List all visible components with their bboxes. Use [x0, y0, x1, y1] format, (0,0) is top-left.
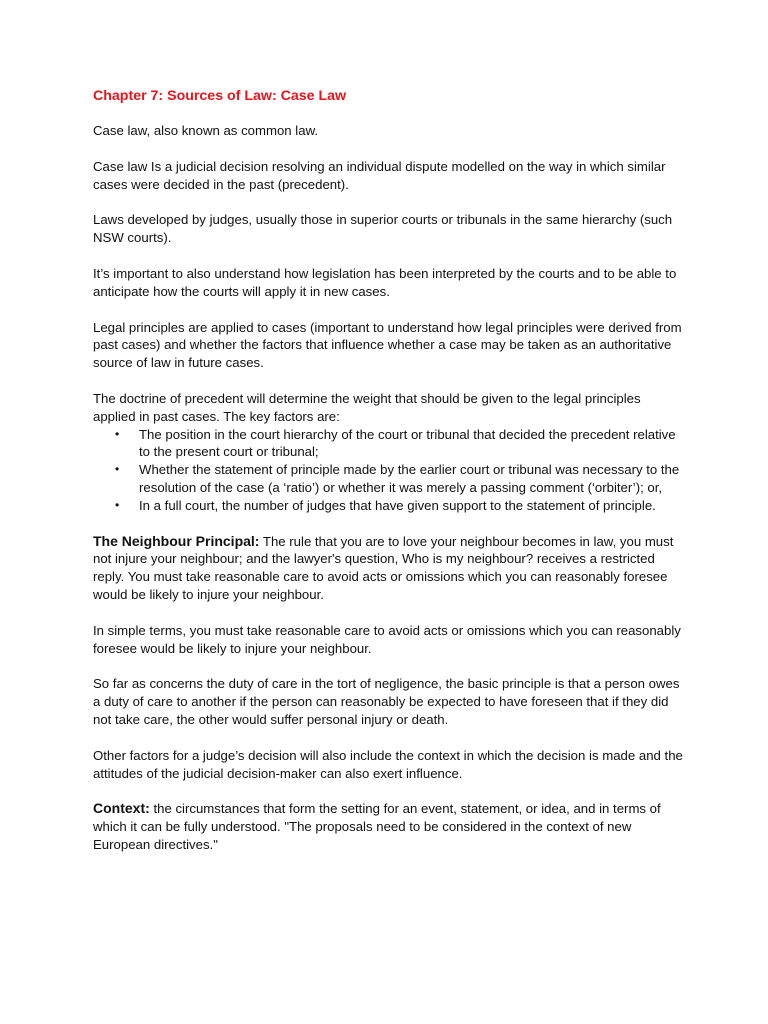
bullet-icon: • — [115, 426, 120, 441]
chapter-title: Chapter 7: Sources of Law: Case Law — [93, 88, 347, 104]
paragraph-context — [93, 800, 685, 853]
neighbour-principal-text: The rule that you are to love your neighbour becomes in law, you must not injure your neighbour; and the lawyer's question, Who is my neighbour? receives a restricted reply. You must take reasonable care to avoid acts or omissions which you can reasonably foresee would be likely to injure your neighbour. — [93, 533, 674, 602]
list-item — [93, 497, 685, 515]
document-page — [93, 86, 685, 872]
context-term: Context: — [93, 800, 150, 817]
paragraph-neighbour-principal — [93, 533, 685, 604]
list-item — [93, 461, 685, 497]
paragraph-other-factors: Other factors for a judge’s decision will also include the context in which the decision is made and the attitudes of the judicial decision-maker can also exert influence. — [93, 747, 683, 781]
paragraph-case-law-definition: Case law, also known as common law. — [93, 123, 319, 138]
list-item — [93, 426, 685, 462]
list-item-text: Whether the statement of principle made by the earlier court or tribunal was necessary to the resolution of the case (a ‘ratio’) or whether it was merely a passing comment (‘orbiter’); or, — [139, 462, 680, 495]
paragraph-judicial-decision: Case law Is a judicial decision resolving an individual dispute modelled on the way in which similar cases were decided in the past (precedent). — [93, 158, 666, 192]
neighbour-principal-term: The Neighbour Principal: — [93, 532, 260, 549]
bullet-icon: • — [115, 497, 120, 512]
bullet-icon: • — [115, 462, 120, 477]
paragraph-doctrine-of-precedent: The doctrine of precedent will determine the weight that should be given to the legal principles applied in past cases. The key factors are: — [93, 390, 641, 424]
list-item-text: In a full court, the number of judges that have given support to the statement of principle. — [139, 497, 656, 513]
paragraph-legal-principles: Legal principles are applied to cases (important to understand how legal principles were derived from past cases) and whether the factors that influence whether a case may be taken as an authoritative source of law in future cases. — [93, 319, 682, 371]
paragraph-legislation-interpreted: It’s important to also understand how legislation has been interpreted by the courts and to be able to anticipate how the courts will apply it in new cases. — [93, 265, 677, 299]
paragraph-simple-terms: In simple terms, you must take reasonable care to avoid acts or omissions which you can reasonably foresee would be likely to injure your neighbour. — [93, 622, 681, 656]
key-factors-list — [93, 426, 685, 515]
paragraph-laws-developed: Laws developed by judges, usually those in superior courts or tribunals in the same hierarchy (such NSW courts). — [93, 212, 673, 246]
paragraph-duty-of-care: So far as concerns the duty of care in the tort of negligence, the basic principle is that a person owes a duty of care to another if the person can reasonably be expected to have foreseen that if they did not take care, the other would suffer personal injury or death. — [93, 676, 680, 727]
list-item-text: The position in the court hierarchy of the court or tribunal that decided the precedent relative to the present court or tribunal; — [139, 426, 676, 460]
context-text: the circumstances that form the setting for an event, statement, or idea, and in terms of which it can be fully understood. "The proposals need to be considered in the context of new European directives." — [93, 801, 661, 852]
